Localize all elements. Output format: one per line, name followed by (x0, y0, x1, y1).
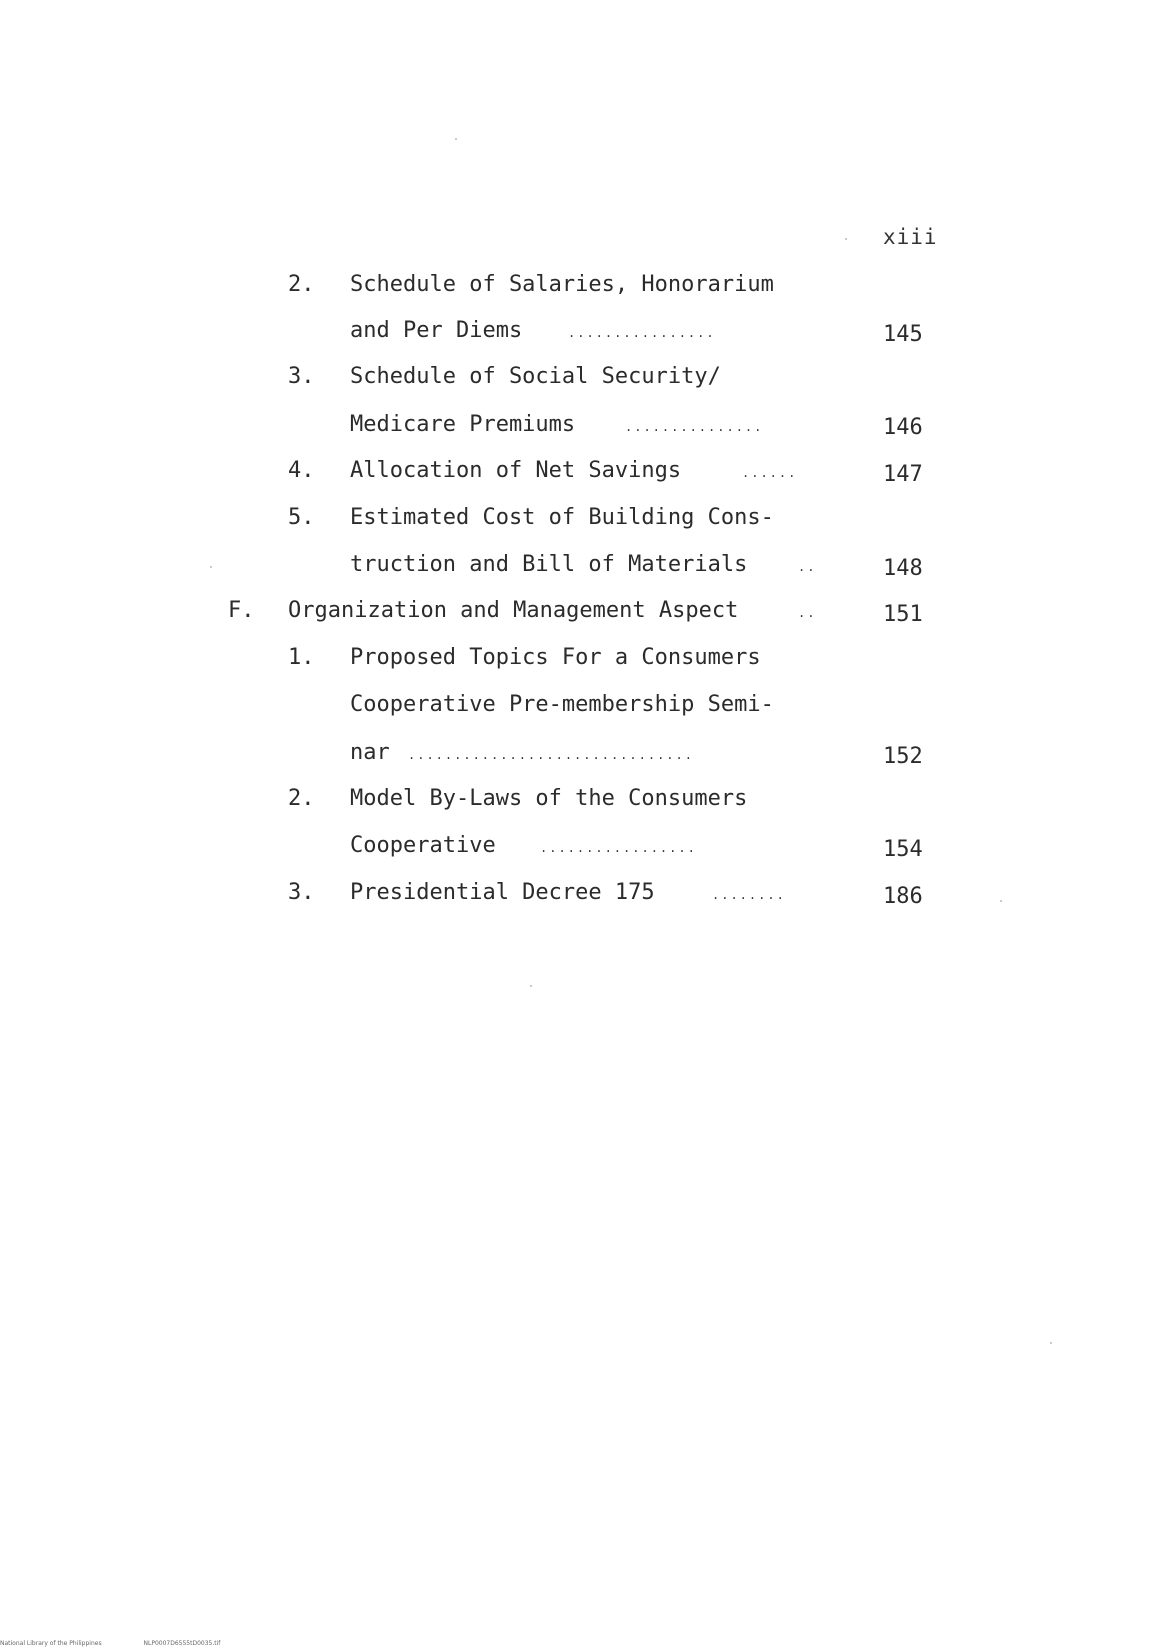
entry-title-line: Allocation of Net Savings (350, 458, 682, 483)
entry-title-line: Schedule of Social Security/ (350, 364, 721, 389)
scan-speck (1050, 1342, 1052, 1344)
entry-number: 5. (288, 505, 315, 530)
scan-speck (845, 238, 847, 240)
entry-page: 151 (883, 602, 923, 627)
dot-leader: ................. (540, 841, 697, 855)
scan-speck (455, 138, 457, 140)
entry-title-line: Model By-Laws of the Consumers (350, 786, 748, 811)
dot-leader: .. (798, 606, 817, 620)
entry-number: 1. (288, 645, 315, 670)
section-label: F. (228, 598, 255, 623)
dot-leader: ........ (712, 888, 786, 902)
entry-page: 147 (883, 462, 923, 487)
entry-page: 152 (883, 744, 923, 769)
entry-title-line: nar (350, 740, 390, 765)
scan-footer (0, 1640, 260, 1647)
entry-title-line: Schedule of Salaries, Honorarium (350, 272, 774, 297)
entry-title-line: Proposed Topics For a Consumers (350, 645, 761, 670)
dot-leader: ............................... (408, 748, 694, 762)
entry-number: 2. (288, 272, 315, 297)
entry-title-line: and Per Diems (350, 318, 523, 343)
entry-title-line: Medicare Premiums (350, 412, 576, 437)
entry-title-line: Presidential Decree 175 (350, 880, 655, 905)
entry-title-line: Cooperative Pre-membership Semi- (350, 692, 774, 717)
section-title: Organization and Management Aspect (288, 598, 739, 623)
entry-number: 2. (288, 786, 315, 811)
dot-leader: .. (798, 560, 817, 574)
entry-page: 186 (883, 884, 923, 909)
entry-title-line: truction and Bill of Materials (350, 552, 748, 577)
entry-title-line: Cooperative (350, 833, 496, 858)
entry-page: 146 (883, 415, 923, 440)
footer-file: NLP0007D6555tD0035.tif (143, 1640, 221, 1647)
footer-library: National Library of the Philippines (0, 1640, 102, 1647)
entry-page: 148 (883, 556, 923, 581)
entry-number: 3. (288, 364, 315, 389)
entry-number: 3. (288, 880, 315, 905)
scan-speck (1000, 900, 1002, 902)
entry-page: 145 (883, 322, 923, 347)
entry-title-line: Estimated Cost of Building Cons- (350, 505, 774, 530)
entry-number: 4. (288, 458, 315, 483)
page-number: xiii (883, 225, 938, 249)
scan-speck (530, 985, 532, 987)
scan-speck (210, 566, 212, 568)
dot-leader: ............... (625, 420, 764, 434)
entry-page: 154 (883, 837, 923, 862)
dot-leader: ................ (568, 326, 716, 340)
dot-leader: ...... (742, 466, 798, 480)
